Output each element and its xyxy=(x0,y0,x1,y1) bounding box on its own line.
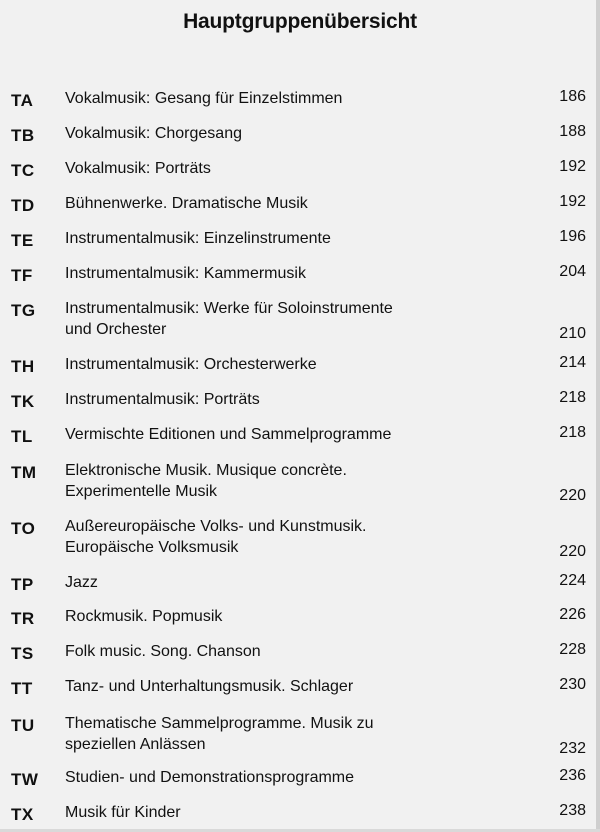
entry-description-line: Instrumentalmusik: Porträts xyxy=(65,391,260,408)
entry-page-number: 218 xyxy=(559,389,586,406)
entry-description xyxy=(65,516,485,558)
entry-description-line: Vermischte Editionen und Sammelprogramme xyxy=(65,426,392,443)
entry-description xyxy=(65,158,485,179)
entry-description-line: Elektronische Musik. Musique concrète. xyxy=(65,462,347,479)
page-edge xyxy=(596,0,600,832)
entry-page-number: 188 xyxy=(559,123,586,140)
entry-description-line: Experimentelle Musik xyxy=(65,483,218,500)
entry-description xyxy=(65,641,485,662)
entry-description xyxy=(65,354,485,375)
entry-description-line: Europäische Volksmusik xyxy=(65,539,239,556)
entry-page-number: 224 xyxy=(559,572,586,589)
entry-description-line: Bühnenwerke. Dramatische Musik xyxy=(65,195,308,212)
entry-code: TE xyxy=(11,231,34,250)
entry-description-line: Instrumentalmusik: Kammermusik xyxy=(65,265,306,282)
entry-description xyxy=(65,389,485,410)
entry-code: TW xyxy=(11,770,39,789)
entry-code: TP xyxy=(11,575,34,594)
entry-description-line: und Orchester xyxy=(65,321,167,338)
entry-page-number: 218 xyxy=(559,424,586,441)
entry-code: TB xyxy=(11,126,35,145)
entry-description xyxy=(65,572,485,593)
entry-description xyxy=(65,123,485,144)
entry-page-number: 186 xyxy=(559,88,586,105)
entry-description xyxy=(65,767,485,788)
entry-description xyxy=(65,193,485,214)
entry-page-number: 232 xyxy=(559,740,586,757)
entry-code: TD xyxy=(11,196,35,215)
entry-description-line: Musik für Kinder xyxy=(65,804,181,821)
entry-description xyxy=(65,676,485,697)
entry-code: TK xyxy=(11,392,35,411)
entry-page-number: 192 xyxy=(559,158,586,175)
entry-page-number: 226 xyxy=(559,606,586,623)
entry-code: TS xyxy=(11,644,34,663)
entry-description xyxy=(65,802,485,823)
entry-code: TA xyxy=(11,91,34,110)
entry-description-line: Rockmusik. Popmusik xyxy=(65,608,223,625)
entry-description-line: Tanz- und Unterhaltungsmusik. Schlager xyxy=(65,678,354,695)
entry-description xyxy=(65,228,485,249)
entry-description-line: Vokalmusik: Gesang für Einzelstimmen xyxy=(65,90,343,107)
entry-code: TR xyxy=(11,609,35,628)
entry-description-line: Instrumentalmusik: Einzelinstrumente xyxy=(65,230,331,247)
entry-code: TU xyxy=(11,716,35,735)
entry-description-line: Studien- und Demonstrationsprogramme xyxy=(65,769,355,786)
entry-description-line: Thematische Sammelprogramme. Musik zu xyxy=(65,715,374,732)
entry-description-line: Vokalmusik: Chorgesang xyxy=(65,125,242,142)
entry-description xyxy=(65,88,485,109)
entry-description xyxy=(65,713,485,755)
entry-description xyxy=(65,298,485,340)
entry-code: TO xyxy=(11,519,36,538)
entry-description xyxy=(65,460,485,502)
entry-description-line: Instrumentalmusik: Orchesterwerke xyxy=(65,356,317,373)
entry-description-line: Folk music. Song. Chanson xyxy=(65,643,261,660)
entry-code: TM xyxy=(11,463,37,482)
entry-code: TG xyxy=(11,301,36,320)
entry-code: TH xyxy=(11,357,35,376)
entry-description xyxy=(65,424,485,445)
entry-page-number: 192 xyxy=(559,193,586,210)
entry-description-line: Instrumentalmusik: Werke für Soloinstrumente xyxy=(65,300,393,317)
entry-code: TF xyxy=(11,266,33,285)
entry-description xyxy=(65,263,485,284)
entry-page-number: 238 xyxy=(559,802,586,819)
entry-page-number: 230 xyxy=(559,676,586,693)
entry-page-number: 236 xyxy=(559,767,586,784)
entry-description-line: Vokalmusik: Porträts xyxy=(65,160,211,177)
entry-page-number: 220 xyxy=(559,543,586,560)
entry-page-number: 210 xyxy=(559,325,586,342)
entry-code: TT xyxy=(11,679,33,698)
entry-description-line: Außereuropäische Volks- und Kunstmusik. xyxy=(65,518,367,535)
entry-page-number: 204 xyxy=(559,263,586,280)
entry-page-number: 214 xyxy=(559,354,586,371)
entry-code: TL xyxy=(11,427,33,446)
entry-page-number: 196 xyxy=(559,228,586,245)
entry-description xyxy=(65,606,485,627)
entry-code: TX xyxy=(11,805,34,824)
entry-code: TC xyxy=(11,161,35,180)
entry-description-line: speziellen Anlässen xyxy=(65,736,206,753)
entry-description-line: Jazz xyxy=(65,574,98,591)
page-title: Hauptgruppenübersicht xyxy=(183,10,417,33)
entry-page-number: 228 xyxy=(559,641,586,658)
entry-page-number: 220 xyxy=(559,487,586,504)
